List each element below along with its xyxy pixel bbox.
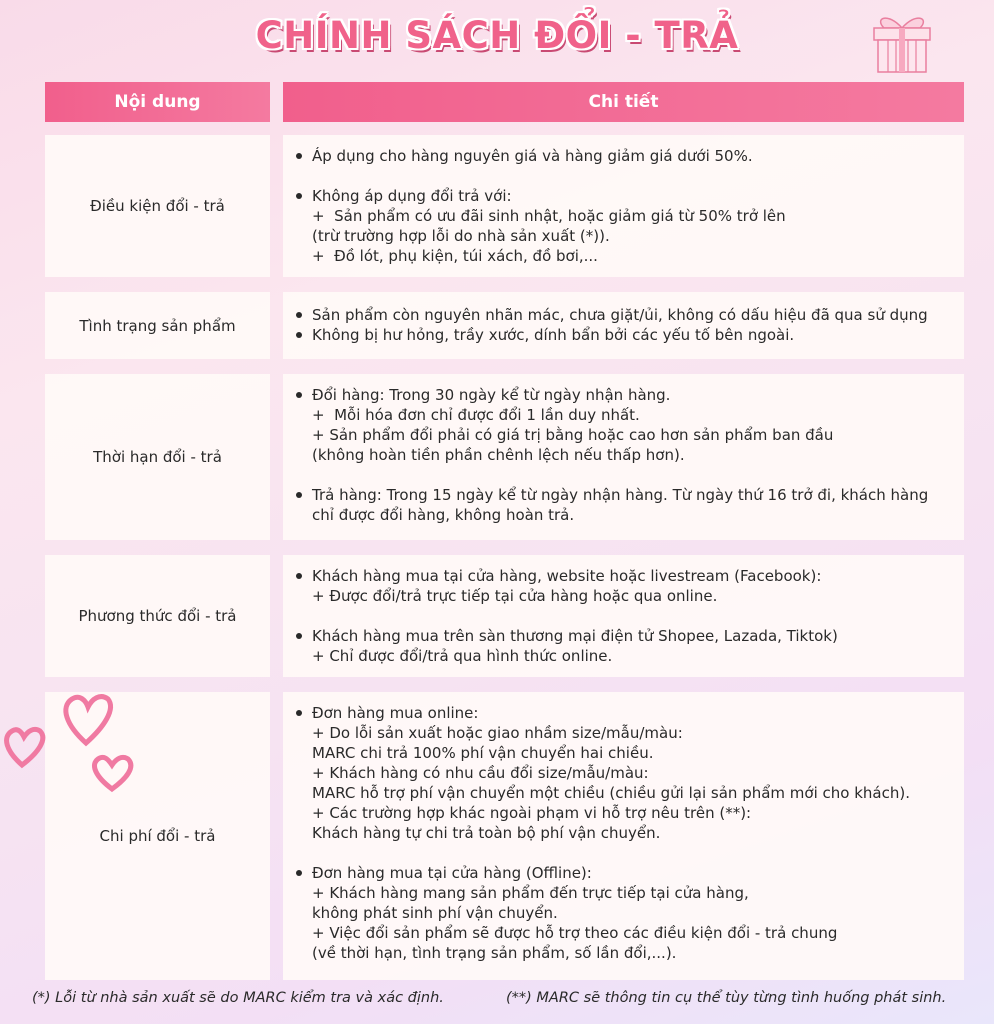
row-label: Phương thức đổi - trả bbox=[45, 555, 270, 677]
column-header-detail: Chi tiết bbox=[283, 82, 964, 122]
sub-line: + Chỉ được đổi/trả qua hình thức online. bbox=[312, 647, 613, 665]
row-label: Tình trạng sản phẩm bbox=[45, 292, 270, 359]
bullet-item: Khách hàng mua tại cửa hàng, website hoặc livestream (Facebook): bbox=[295, 566, 954, 586]
gift-box-icon bbox=[866, 10, 938, 76]
bullet-item: Áp dụng cho hàng nguyên giá và hàng giảm giá dưới 50%. bbox=[295, 146, 954, 166]
heart-icon bbox=[0, 685, 150, 795]
sub-line: chỉ được đổi hàng, không hoàn trả. bbox=[312, 506, 575, 524]
sub-line: Khách hàng tự chi trả toàn bộ phí vận chuyển. bbox=[312, 824, 661, 842]
sub-line: MARC hỗ trợ phí vận chuyển một chiều (chiều gửi lại sản phẩm mới cho khách). bbox=[312, 784, 910, 802]
sub-line: (về thời hạn, tình trạng sản phẩm, số lần đổi,...). bbox=[312, 944, 677, 962]
footnote-left: (*) Lỗi từ nhà sản xuất sẽ do MARC kiểm tra và xác định. bbox=[32, 990, 444, 1006]
bullet-item: Không áp dụng đổi trả với: bbox=[295, 186, 954, 206]
row-label: Điều kiện đổi - trả bbox=[45, 135, 270, 277]
sub-line: + Sản phẩm đổi phải có giá trị bằng hoặc cao hơn sản phẩm ban đầu bbox=[312, 426, 834, 444]
bullet-item: Không bị hư hỏng, trầy xước, dính bẩn bởi các yếu tố bên ngoài. bbox=[295, 325, 954, 345]
row-detail bbox=[283, 555, 964, 677]
row-detail bbox=[283, 374, 964, 540]
bullet-item: Khách hàng mua trên sàn thương mại điện tử Shopee, Lazada, Tiktok) bbox=[295, 626, 954, 646]
sub-line: + Mỗi hóa đơn chỉ được đổi 1 lần duy nhất. bbox=[312, 406, 640, 424]
row-detail bbox=[283, 135, 964, 277]
sub-line: + Khách hàng có nhu cầu đổi size/mẫu/màu: bbox=[312, 764, 649, 782]
sub-line: + Các trường hợp khác ngoài phạm vi hỗ trợ nêu trên (**): bbox=[312, 804, 752, 822]
bullet-item: Đơn hàng mua online: bbox=[295, 703, 954, 723]
sub-line: + Do lỗi sản xuất hoặc giao nhầm size/mẫu/màu: bbox=[312, 724, 683, 742]
sub-line: + Việc đổi sản phẩm sẽ được hỗ trợ theo các điều kiện đổi - trả chung bbox=[312, 924, 838, 942]
bullet-item: Đơn hàng mua tại cửa hàng (Offline): bbox=[295, 863, 954, 883]
column-header-content: Nội dung bbox=[45, 82, 270, 122]
row-label: Thời hạn đổi - trả bbox=[45, 374, 270, 540]
page-title: CHÍNH SÁCH ĐỔI - TRẢ bbox=[255, 14, 739, 57]
sub-line: + Khách hàng mang sản phẩm đến trực tiếp tại cửa hàng, bbox=[312, 884, 749, 902]
sub-line: không phát sinh phí vận chuyển. bbox=[312, 904, 558, 922]
sub-line: + Đồ lót, phụ kiện, túi xách, đồ bơi,... bbox=[312, 247, 598, 265]
sub-line: (trừ trường hợp lỗi do nhà sản xuất (*)). bbox=[312, 227, 610, 245]
bullet-item: Trả hàng: Trong 15 ngày kể từ ngày nhận hàng. Từ ngày thứ 16 trở đi, khách hàng bbox=[295, 485, 954, 505]
sub-line: (không hoàn tiền phần chênh lệch nếu thấp hơn). bbox=[312, 446, 685, 464]
sub-line: MARC chi trả 100% phí vận chuyển hai chiều. bbox=[312, 744, 654, 762]
sub-line: + Sản phẩm có ưu đãi sinh nhật, hoặc giảm giá từ 50% trở lên bbox=[312, 207, 786, 225]
row-label: Chi phí đổi - trả bbox=[45, 692, 270, 980]
bullet-item: Sản phẩm còn nguyên nhãn mác, chưa giặt/ủi, không có dấu hiệu đã qua sử dụng bbox=[295, 305, 954, 325]
footnote-right: (**) MARC sẽ thông tin cụ thể tùy từng tình huống phát sinh. bbox=[506, 990, 947, 1006]
row-detail bbox=[283, 292, 964, 359]
bullet-item: Đổi hàng: Trong 30 ngày kể từ ngày nhận hàng. bbox=[295, 385, 954, 405]
row-detail bbox=[283, 692, 964, 980]
sub-line: + Được đổi/trả trực tiếp tại cửa hàng hoặc qua online. bbox=[312, 587, 718, 605]
